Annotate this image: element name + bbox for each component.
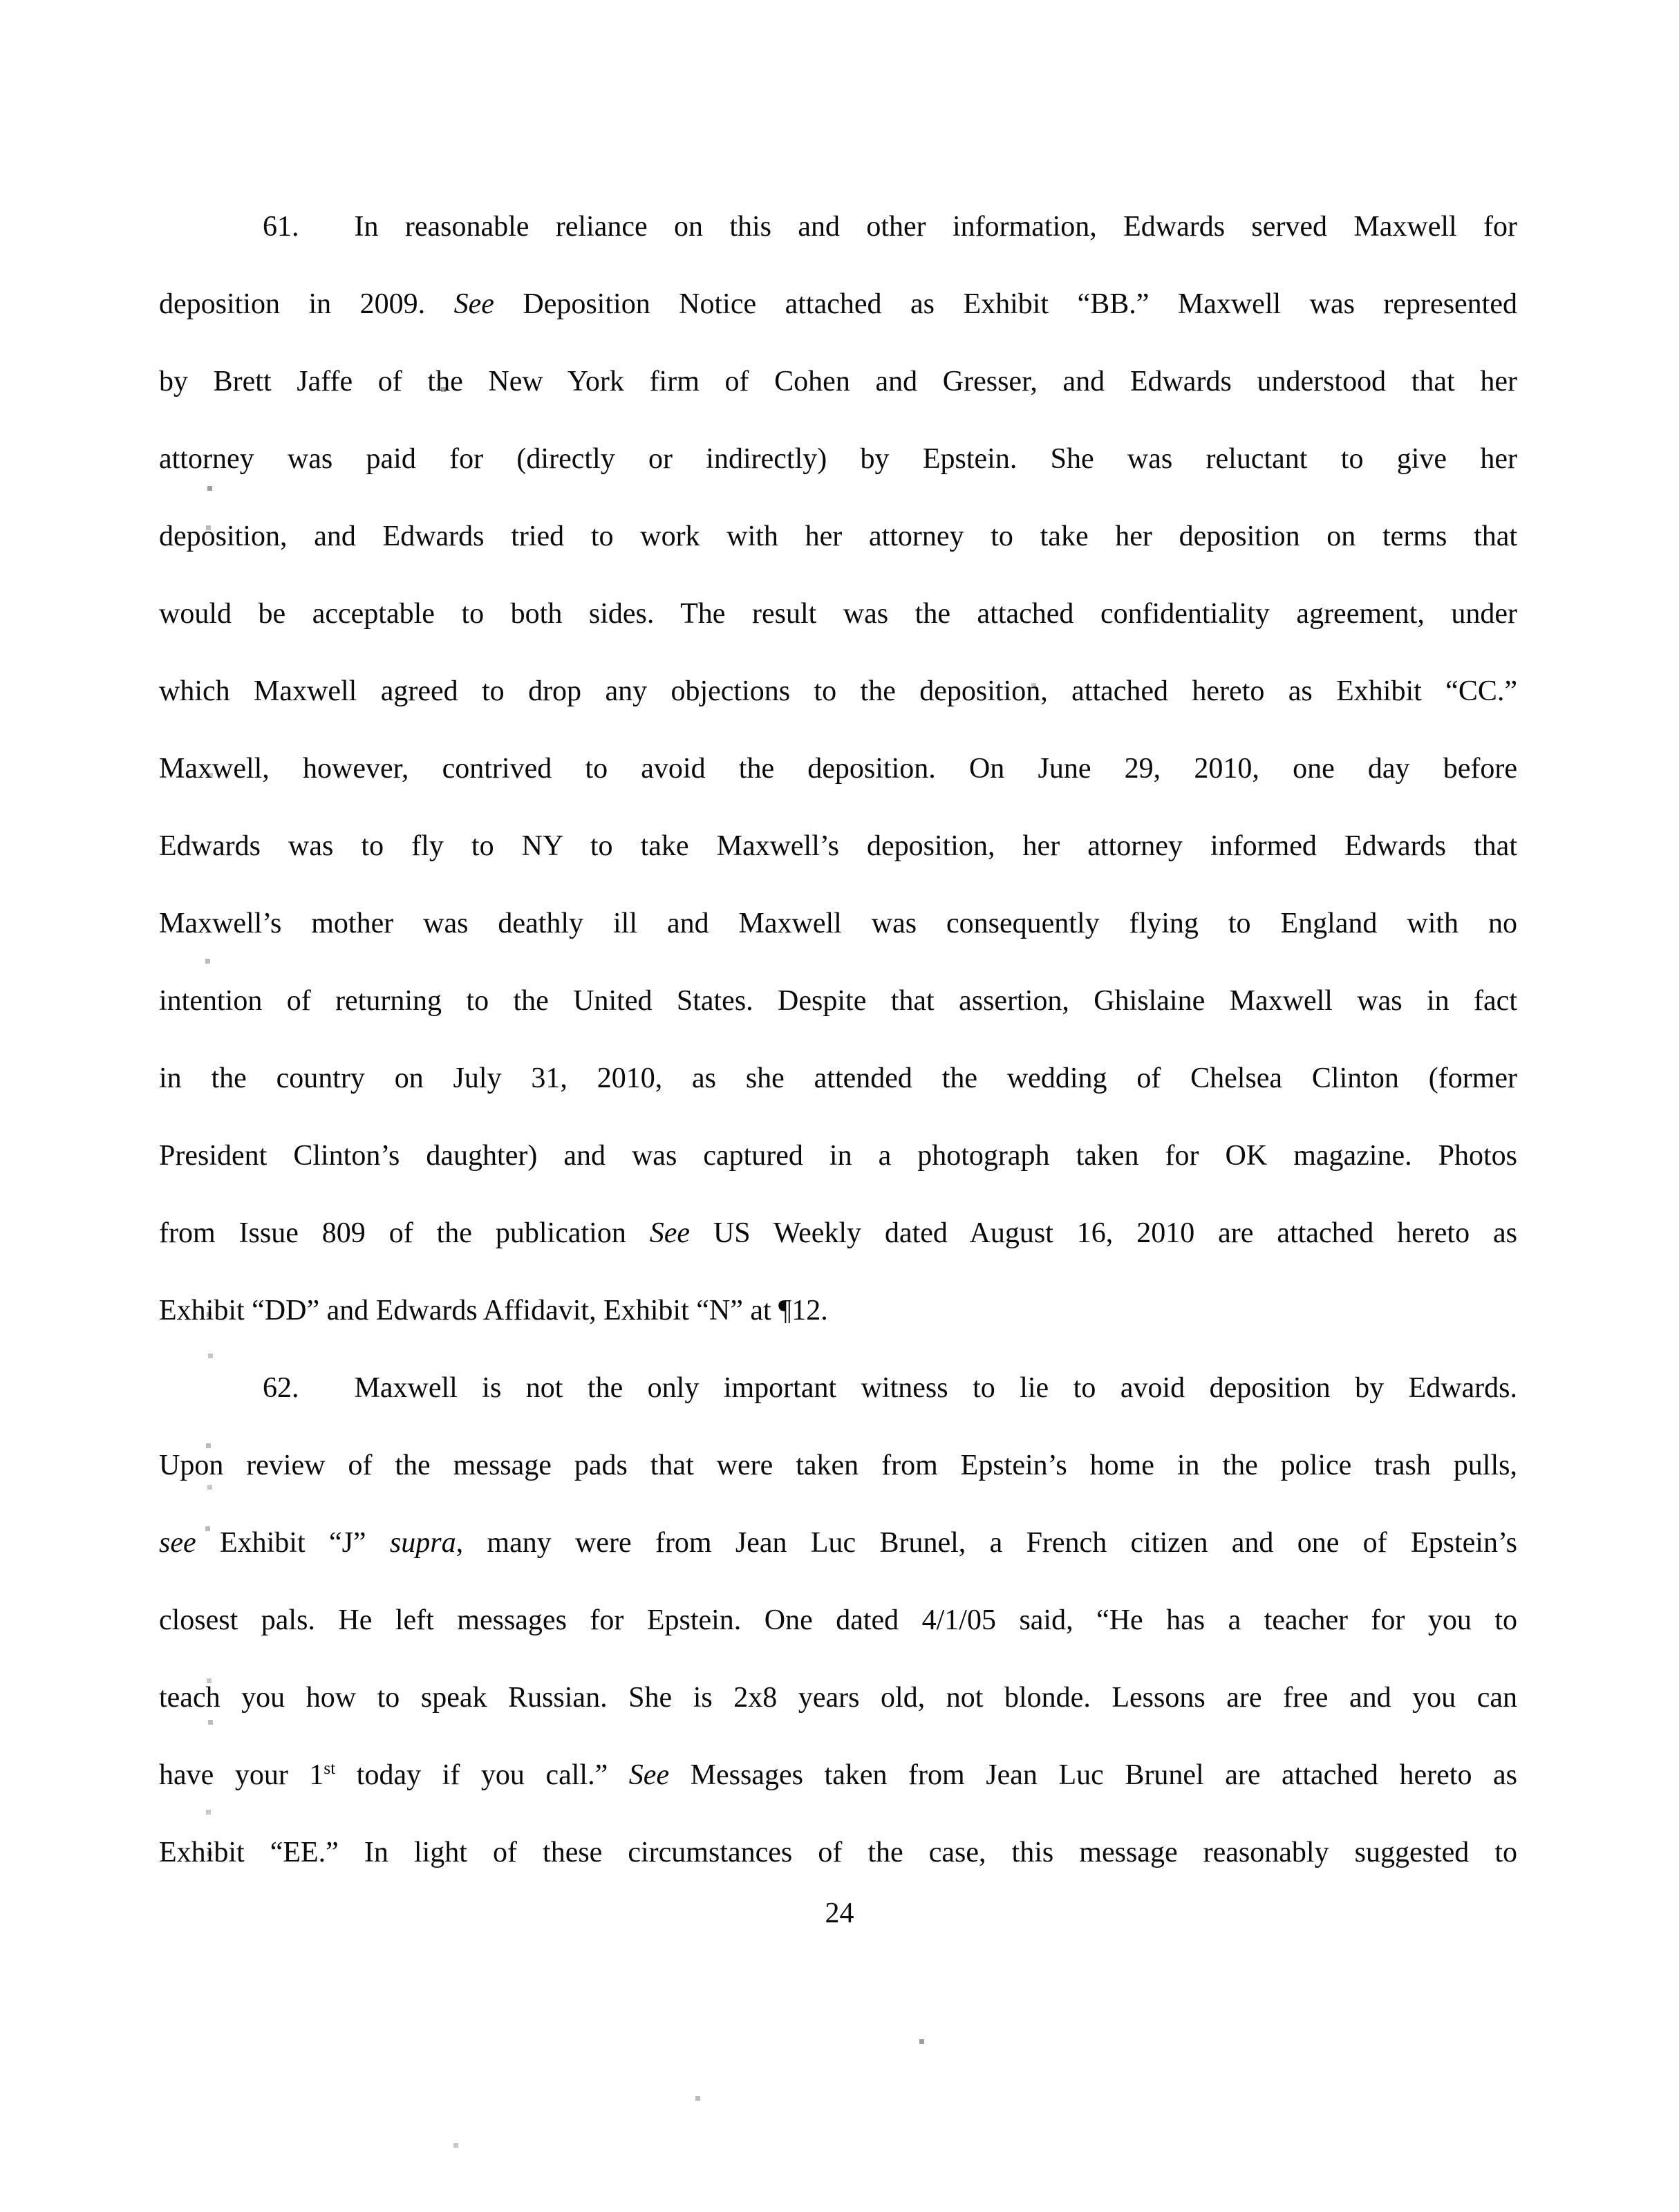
text-line	[159, 1504, 1517, 1582]
text-line	[159, 1582, 1517, 1659]
text-line	[159, 1272, 1517, 1349]
text-line	[159, 653, 1517, 730]
text-segment: Exhibit “EE.” In light of these circumstances of the case, this message reasonably suggested to	[159, 1837, 1517, 1868]
text-segment: President Clinton’s daughter) and was captured in a photograph taken for OK magazine. Photos	[159, 1140, 1517, 1172]
text-line	[159, 575, 1517, 653]
text-segment: Deposition Notice attached as Exhibit “BB.” Maxwell was represented	[494, 288, 1517, 320]
italic-text: see	[159, 1527, 196, 1559]
italic-text: See	[453, 288, 494, 320]
text-line	[159, 420, 1517, 498]
superscript-text: st	[323, 1759, 336, 1778]
page-number: 24	[825, 1897, 854, 1929]
text-segment: Exhibit “J”	[196, 1527, 390, 1559]
text-line	[159, 885, 1517, 962]
italic-text: See	[628, 1759, 670, 1791]
text-line	[159, 1194, 1517, 1272]
document-lines	[159, 188, 1517, 1891]
text-segment: Exhibit “DD” and Edwards Affidavit, Exhibit “N” at ¶12.	[159, 1295, 828, 1327]
text-segment: 62.	[263, 1372, 299, 1404]
text-segment: In reasonable reliance on this and other information, Edwards served Maxwell for	[354, 211, 1517, 243]
text-segment: Maxwell is not the only important witness to lie to avoid deposition by Edwards.	[354, 1372, 1517, 1404]
text-line	[159, 265, 1517, 343]
text-segment: would be acceptable to both sides. The result was the attached confidentiality agreement, under	[159, 598, 1517, 630]
text-segment: today if you call.”	[335, 1759, 629, 1791]
document-body	[159, 188, 1517, 1891]
text-line	[159, 1040, 1517, 1117]
text-segment: US Weekly dated August 16, 2010 are attached hereto as	[690, 1217, 1517, 1249]
italic-text: supra	[389, 1527, 456, 1559]
text-segment: Upon review of the message pads that were taken from Epstein’s home in the police trash pulls,	[159, 1450, 1517, 1481]
text-line	[159, 1117, 1517, 1194]
text-line	[159, 730, 1517, 807]
text-line	[159, 1736, 1517, 1814]
text-line	[159, 962, 1517, 1040]
text-segment: Maxwell’s mother was deathly ill and Maxwell was consequently flying to England with no	[159, 908, 1517, 939]
text-segment: by Brett Jaffe of the New York firm of Cohen and Gresser, and Edwards understood that her	[159, 366, 1517, 397]
text-segment: , many were from Jean Luc Brunel, a French citizen and one of Epstein’s	[456, 1527, 1517, 1559]
text-line	[159, 807, 1517, 885]
text-segment: in the country on July 31, 2010, as she attended the wedding of Chelsea Clinton (former	[159, 1062, 1517, 1094]
text-segment: attorney was paid for (directly or indirectly) by Epstein. She was reluctant to give her	[159, 443, 1517, 475]
text-segment: 61.	[263, 211, 299, 243]
text-line	[159, 1427, 1517, 1504]
italic-text: See	[649, 1217, 691, 1249]
text-segment: Maxwell, however, contrived to avoid the deposition. On June 29, 2010, one day before	[159, 753, 1517, 785]
text-line	[159, 343, 1517, 420]
text-segment: intention of returning to the United States. Despite that assertion, Ghislaine Maxwell was in fact	[159, 985, 1517, 1017]
text-segment: teach you how to speak Russian. She is 2x8 years old, not blonde. Lessons are free and you can	[159, 1682, 1517, 1714]
text-segment: have your 1	[159, 1759, 324, 1791]
text-segment: from Issue 809 of the publication	[159, 1217, 650, 1249]
text-line	[159, 188, 1517, 265]
text-segment: Messages taken from Jean Luc Brunel are attached hereto as	[669, 1759, 1517, 1791]
text-segment: deposition, and Edwards tried to work with her attorney to take her deposition on terms that	[159, 521, 1517, 552]
text-segment: which Maxwell agreed to drop any objections to the deposition, attached hereto as Exhibit “CC.”	[159, 675, 1517, 707]
text-segment: deposition in 2009.	[159, 288, 454, 320]
text-line	[159, 498, 1517, 575]
text-line	[159, 1659, 1517, 1736]
scan-artifacts	[0, 0, 2, 2]
text-segment: Edwards was to fly to NY to take Maxwell’s deposition, her attorney informed Edwards that	[159, 830, 1517, 862]
text-segment: closest pals. He left messages for Epstein. One dated 4/1/05 said, “He has a teacher for you to	[159, 1604, 1517, 1636]
text-line	[159, 1349, 1517, 1427]
